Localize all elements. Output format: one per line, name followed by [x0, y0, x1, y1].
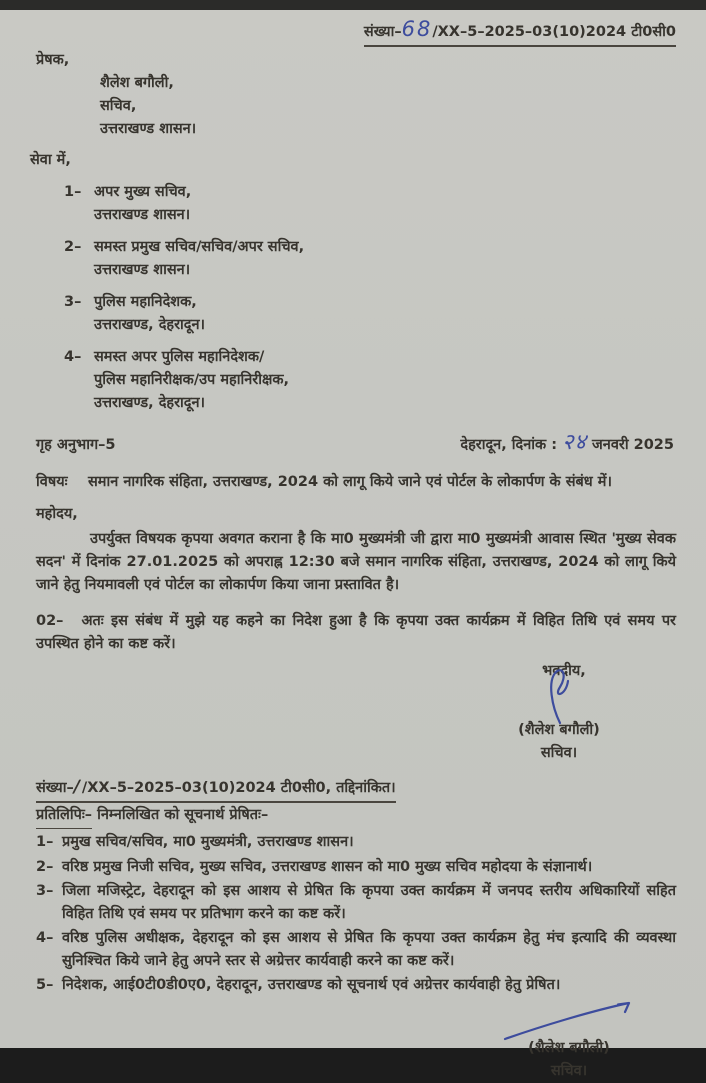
body-paragraph-2 — [36, 610, 676, 656]
copy-text: जिला मजिस्ट्रेट, देहरादून को इस आशय से प्रेषित कि कृपया उक्त कार्यक्रम में जनपद स्तरीय अधिकारियों सहित विहित तिथि एवं समय पर प्रतिभाग करने का कष्ट करें। — [62, 883, 676, 922]
date-suffix: जनवरी 2025 — [592, 437, 674, 453]
copy-label-row — [36, 804, 676, 829]
addressee-line: पुलिस महानिरीक्षक/उप महानिरीक्षक, — [94, 372, 290, 388]
copy-label-rest: निम्नलिखित को सूचनार्थ प्रेषितः– — [92, 807, 269, 823]
addressee-lines — [94, 346, 676, 415]
signature-block — [484, 660, 634, 765]
salutation: महोदय, — [36, 506, 78, 522]
addressee-item — [36, 236, 676, 282]
copy-number: 4– — [36, 930, 54, 946]
subject-text: समान नागरिक संहिता, उत्तराखण्ड, 2024 को लागू किये जाने एवं पोर्टल के लोकार्पण के संबंध में। — [88, 474, 612, 490]
addressee-number: 4– — [64, 349, 82, 365]
addressee-line: उत्तराखण्ड, देहरादून। — [94, 395, 206, 411]
signature-icon — [499, 999, 639, 1041]
addressee-line: समस्त अपर पुलिस महानिदेशक/ — [94, 349, 265, 365]
copy-reference-number — [36, 777, 396, 803]
ref-rest: /XX–5–2025–03(10)2024 टी0सी0 — [432, 24, 676, 40]
copy-label-underlined: प्रतिलिपिः– — [36, 804, 92, 829]
copy-item — [36, 974, 676, 997]
place-date — [460, 431, 676, 457]
copy-number: 2– — [36, 858, 54, 875]
subject-row — [36, 471, 676, 494]
copy-item — [36, 831, 676, 854]
ref-prefix: संख्या– — [363, 24, 402, 40]
signatory-name: (शैलेश बगौली) — [518, 722, 600, 738]
copy-item — [36, 927, 676, 972]
addressee-number: 1– — [64, 184, 82, 200]
handwritten-slash-mark: ∕ — [73, 777, 82, 797]
addressee-line: उत्तराखण्ड, देहरादून। — [94, 317, 206, 333]
paragraph-number: 02– — [36, 613, 64, 629]
copy-item — [36, 856, 676, 879]
scan-top-dark-bar — [0, 0, 706, 10]
letter-content — [0, 10, 706, 1083]
closing: भवदीय, — [542, 663, 586, 679]
copy-reference-line — [36, 777, 676, 803]
addressee-line: पुलिस महानिदेशक, — [94, 294, 197, 310]
copy-number: 3– — [36, 883, 54, 899]
copy-ref-rest: /XX–5–2025–03(10)2024 टी0सी0, तद्दिनांकित। — [81, 780, 396, 796]
handwritten-ref-number: 68 — [401, 17, 433, 41]
addressee-lines — [94, 181, 676, 227]
sender-title: सचिव, — [100, 98, 137, 114]
addressee-item — [36, 346, 676, 415]
sender-block — [100, 72, 676, 141]
date-prefix: देहरादून, दिनांक : — [460, 437, 558, 453]
copy-text: वरिष्ठ प्रमुख निजी सचिव, मुख्य सचिव, उत्तराखण्ड शासन को मा0 मुख्य सचिव महोदया के संज्ञानार्थ। — [62, 858, 593, 875]
handwritten-day: २४ — [562, 430, 587, 455]
sender-org: उत्तराखण्ड शासन। — [100, 121, 197, 137]
copy-number: 5– — [36, 977, 54, 993]
subject-label: विषयः — [36, 474, 68, 490]
signature-block-bottom — [484, 999, 654, 1083]
copy-ref-prefix: संख्या– — [36, 780, 74, 796]
section-date-row — [36, 431, 676, 457]
addressee-line: उत्तराखण्ड शासन। — [94, 207, 191, 223]
addressee-item — [36, 291, 676, 337]
signatory-title: सचिव। — [540, 745, 578, 761]
copy-number: 1– — [36, 834, 54, 850]
signatory-title: सचिव। — [550, 1062, 588, 1079]
addressee-line: उत्तराखण्ड शासन। — [94, 262, 191, 278]
addressee-item — [36, 181, 676, 227]
addressee-number: 3– — [64, 294, 82, 310]
department-section: गृह अनुभाग–5 — [36, 437, 116, 453]
addressee-lines — [94, 236, 676, 282]
copy-text: वरिष्ठ पुलिस अधीक्षक, देहरादून को इस आशय से प्रेषित कि कृपया उक्त कार्यक्रम हेतु मंच इत्यादि की व्यवस्था सुनिश्चित किये जाने हेतु अपने स्तर से अग्रेत्तर कार्यवाही करने का कष्ट करें। — [62, 930, 676, 969]
paragraph-text: अतः इस संबंध में मुझे यह कहने का निदेश हुआ है कि कृपया उक्त कार्यक्रम में विहित तिथि एवं समय पर उपस्थित होने का कष्ट करें। — [36, 613, 676, 652]
addressee-lines — [94, 291, 676, 337]
to-label: सेवा में, — [30, 152, 71, 168]
addressee-number: 2– — [64, 239, 82, 255]
reference-number-line — [36, 17, 676, 47]
addressee-line: अपर मुख्य सचिव, — [94, 184, 192, 200]
sender-name: शैलेश बगौली, — [100, 75, 174, 91]
copy-item — [36, 880, 676, 925]
body-paragraph-1: उपर्युक्त विषयक कृपया अवगत कराना है कि मा0 मुख्यमंत्री जी द्वारा मा0 मुख्यमंत्री आवास स्थित 'मुख्य सेवक सदन' में दिनांक 27.01.2025 को अपराह्न 12:30 बजे समान नागरिक संहिता, उत्तराखण्ड, 2024 को लागू किये जाने हेतु नियमावली एवं पोर्टल का लोकार्पण किया जाना प्रस्तावित है। — [36, 531, 676, 593]
addressee-line: समस्त प्रमुख सचिव/सचिव/अपर सचिव, — [94, 239, 305, 255]
sender-label: प्रेषक, — [36, 52, 70, 68]
signatory-name: (शैलेश बगौली) — [528, 1039, 610, 1056]
copy-text: प्रमुख सचिव/सचिव, मा0 मुख्यमंत्री, उत्तराखण्ड शासन। — [62, 834, 354, 850]
reference-number — [363, 17, 676, 47]
copy-text: निदेशक, आई0टी0डी0ए0, देहरादून, उत्तराखण्ड को सूचनार्थ एवं अग्रेत्तर कार्यवाही हेतु प्रेषित। — [62, 977, 561, 993]
